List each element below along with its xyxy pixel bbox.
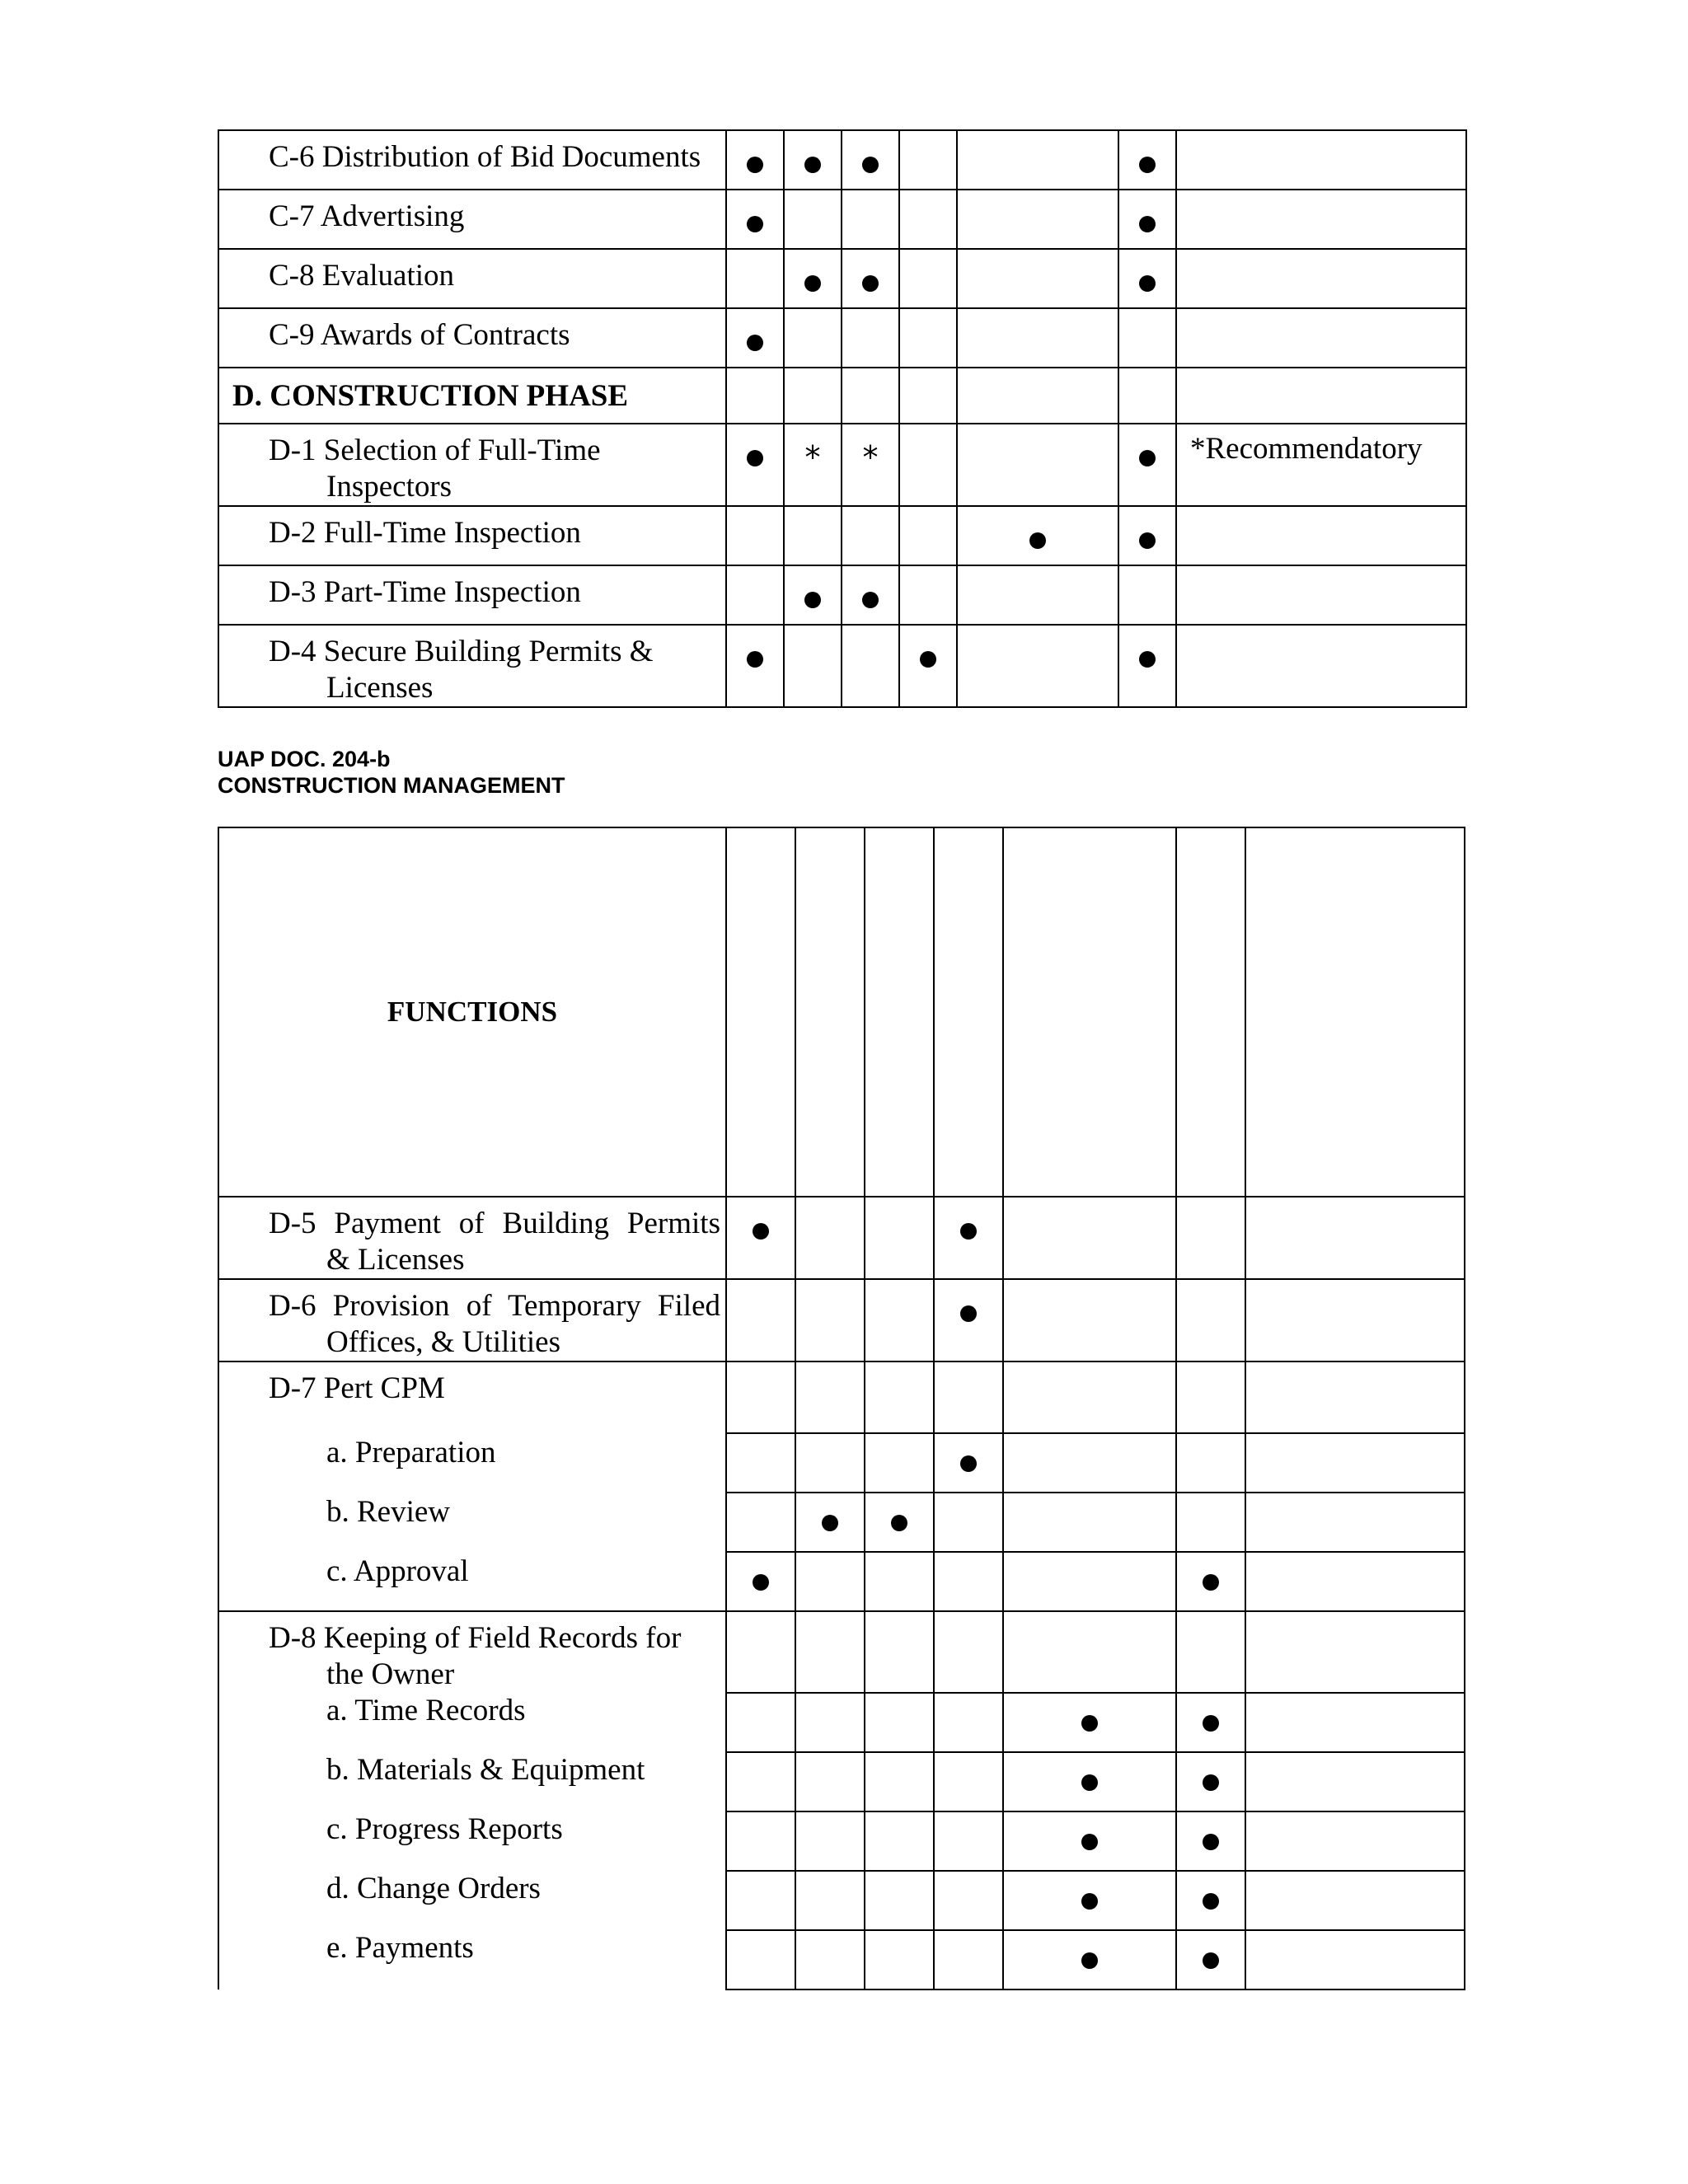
mark-cell — [957, 424, 1118, 506]
functions-table-top — [218, 129, 1467, 708]
d8-label-cont: the Owner — [326, 1657, 455, 1691]
table-row — [218, 1871, 1465, 1930]
remarks-col — [1245, 827, 1465, 1197]
function-sublabel — [218, 1811, 726, 1871]
d5-label-cont: & Licenses — [326, 1243, 465, 1277]
dot-icon — [753, 1574, 769, 1591]
mark-cell — [1118, 249, 1176, 308]
dot-icon — [1029, 532, 1046, 549]
mark-cell — [957, 368, 1118, 424]
mark-cell — [842, 249, 899, 308]
mark-cell — [726, 308, 784, 368]
d7c-label: c. Approval — [326, 1554, 469, 1588]
mark-cell — [1176, 1930, 1245, 1990]
table-row — [218, 625, 1466, 707]
mark-cell — [1118, 308, 1176, 368]
table-row — [218, 1930, 1465, 1990]
mark-cell — [784, 625, 842, 707]
remarks-cell — [1176, 190, 1466, 249]
function-label — [218, 130, 726, 190]
function-label — [218, 424, 726, 506]
function-sublabel — [218, 1752, 726, 1811]
doc-title: CONSTRUCTION MANAGEMENT — [218, 773, 565, 798]
table-row — [218, 130, 1466, 190]
function-label — [218, 249, 726, 308]
dot-icon — [960, 1223, 977, 1240]
function-sublabel — [218, 1871, 726, 1930]
function-label-cont: Inspectors — [326, 470, 452, 504]
mark-cell — [899, 625, 957, 707]
remarks-cell — [1176, 625, 1466, 707]
mark-cell — [726, 1552, 795, 1611]
dot-icon — [747, 450, 763, 466]
mark-cell — [899, 506, 957, 565]
mark-cell — [842, 565, 899, 625]
function-label — [218, 625, 726, 707]
dot-icon — [1203, 1774, 1219, 1791]
dot-icon — [1139, 275, 1156, 292]
mark-cell — [784, 308, 842, 368]
dot-icon — [1203, 1834, 1219, 1850]
mark-cell — [1118, 190, 1176, 249]
mark-cell — [1176, 1552, 1245, 1611]
table-row — [218, 1197, 1465, 1279]
dot-icon — [960, 1455, 977, 1472]
dot-icon — [747, 216, 763, 232]
d8e-label: e. Payments — [326, 1931, 474, 1965]
mark-cell — [726, 190, 784, 249]
dot-icon — [804, 275, 821, 292]
mark-cell — [1003, 1930, 1176, 1990]
table-row — [218, 506, 1466, 565]
table-row — [218, 1611, 1465, 1693]
role-col-1 — [726, 827, 795, 1197]
d8a-label: a. Time Records — [326, 1694, 526, 1727]
remarks-cell — [1176, 249, 1466, 308]
mark-cell — [842, 130, 899, 190]
mark-cell — [1118, 130, 1176, 190]
function-sublabel — [218, 1552, 726, 1611]
d8-label: D-8 Keeping of Field Records for — [269, 1621, 682, 1655]
function-sublabel — [218, 1493, 726, 1552]
dot-icon — [1139, 157, 1156, 173]
mark-cell — [726, 368, 784, 424]
d6-label: D-6 Provision of Temporary Filed — [269, 1289, 720, 1323]
dot-icon — [1203, 1952, 1219, 1969]
functions-table-bottom — [218, 827, 1465, 1990]
mark-cell — [784, 130, 842, 190]
remarks-cell — [1176, 506, 1466, 565]
mark-cell — [957, 249, 1118, 308]
mark-cell — [957, 625, 1118, 707]
mark-cell — [899, 308, 957, 368]
function-label-cont: Licenses — [326, 671, 434, 705]
function-label-text: C-7 Advertising — [269, 199, 465, 233]
table-row — [218, 1493, 1465, 1552]
mark-cell — [842, 424, 899, 506]
mark-cell — [957, 308, 1118, 368]
table-row — [218, 424, 1466, 506]
mark-cell — [726, 130, 784, 190]
table-row — [218, 249, 1466, 308]
mark-cell — [865, 1493, 934, 1552]
dot-icon — [804, 157, 821, 173]
mark-cell — [957, 565, 1118, 625]
function-label-text: D-4 Secure Building Permits & — [269, 635, 654, 668]
mark-cell — [1176, 1811, 1245, 1871]
mark-cell — [726, 1197, 795, 1279]
mark-cell — [784, 249, 842, 308]
mark-cell — [784, 506, 842, 565]
mark-cell — [1003, 1693, 1176, 1752]
table-bottom-body — [218, 827, 1465, 1990]
d6-label-cont: Offices, & Utilities — [326, 1325, 560, 1359]
dot-icon — [753, 1223, 769, 1240]
function-label — [218, 506, 726, 565]
dot-icon — [920, 651, 936, 668]
dot-icon — [747, 157, 763, 173]
asterisk-icon: * — [804, 439, 821, 476]
function-label-text: C-8 Evaluation — [269, 259, 455, 293]
mark-cell — [795, 1493, 865, 1552]
function-sublabel — [218, 1433, 726, 1493]
mark-cell — [842, 625, 899, 707]
dot-icon — [862, 275, 879, 292]
mark-cell — [726, 506, 784, 565]
mark-cell — [934, 1197, 1003, 1279]
d8b-label: b. Materials & Equipment — [326, 1753, 645, 1787]
table-header-row — [218, 827, 1465, 1197]
dot-icon — [960, 1305, 977, 1322]
dot-icon — [1139, 216, 1156, 232]
mark-cell — [1118, 565, 1176, 625]
mark-cell — [1003, 1811, 1176, 1871]
dot-icon — [822, 1515, 838, 1531]
dot-icon — [1081, 1893, 1098, 1910]
mark-cell — [842, 190, 899, 249]
mark-cell — [1118, 368, 1176, 424]
dot-icon — [1139, 450, 1156, 466]
function-label-text: D. CONSTRUCTION PHASE — [232, 379, 629, 413]
mark-cell — [899, 190, 957, 249]
function-label — [218, 1279, 726, 1361]
mark-cell — [1003, 1752, 1176, 1811]
dot-icon — [804, 592, 821, 608]
function-sublabel — [218, 1693, 726, 1752]
mark-cell — [1176, 1693, 1245, 1752]
mark-cell — [899, 565, 957, 625]
role-col-2 — [795, 827, 865, 1197]
remarks-cell — [1176, 368, 1466, 424]
table-row — [218, 1752, 1465, 1811]
mark-cell — [842, 368, 899, 424]
table-row — [218, 1693, 1465, 1752]
table-row — [218, 1433, 1465, 1493]
dot-icon — [747, 335, 763, 351]
table-top-body — [218, 130, 1466, 707]
function-sublabel — [218, 1930, 726, 1990]
table-row — [218, 565, 1466, 625]
function-label — [218, 1197, 726, 1279]
mark-cell — [726, 424, 784, 506]
dot-icon — [891, 1515, 907, 1531]
dot-icon — [747, 651, 763, 668]
mark-cell — [1118, 506, 1176, 565]
dot-icon — [862, 157, 879, 173]
mark-cell — [784, 368, 842, 424]
mark-cell — [899, 130, 957, 190]
table-row — [218, 308, 1466, 368]
remarks-cell — [1176, 308, 1466, 368]
dot-icon — [1081, 1834, 1098, 1850]
mark-cell — [784, 565, 842, 625]
mark-cell — [726, 625, 784, 707]
function-label: D-7 Pert CPM — [218, 1361, 726, 1433]
role-col-3 — [865, 827, 934, 1197]
role-col-4 — [934, 827, 1003, 1197]
table-row — [218, 190, 1466, 249]
mark-cell — [899, 368, 957, 424]
dot-icon — [1081, 1715, 1098, 1732]
mark-cell — [784, 190, 842, 249]
dot-icon — [1139, 651, 1156, 668]
functions-header: FUNCTIONS — [218, 827, 726, 1197]
function-label-text: C-9 Awards of Contracts — [269, 318, 570, 352]
dot-icon — [1203, 1715, 1219, 1732]
asterisk-icon: * — [862, 439, 879, 476]
dot-icon — [1139, 532, 1156, 549]
function-label — [218, 1611, 726, 1693]
function-label — [218, 190, 726, 249]
role-col-5 — [1003, 827, 1176, 1197]
mark-cell — [726, 249, 784, 308]
mark-cell — [899, 424, 957, 506]
mark-cell — [1176, 1871, 1245, 1930]
mark-cell — [726, 565, 784, 625]
section-heading — [218, 368, 726, 424]
mark-cell — [1118, 424, 1176, 506]
function-label-text: D-3 Part-Time Inspection — [269, 575, 581, 609]
doc-code: UAP DOC. 204-b — [218, 747, 391, 771]
d8c-label: c. Progress Reports — [326, 1812, 563, 1846]
role-col-6 — [1176, 827, 1245, 1197]
remarks-cell — [1176, 130, 1466, 190]
mark-cell — [842, 308, 899, 368]
mark-cell — [934, 1279, 1003, 1361]
function-label — [218, 308, 726, 368]
dot-icon — [1203, 1574, 1219, 1591]
mark-cell — [957, 506, 1118, 565]
table-row — [218, 1811, 1465, 1871]
mark-cell — [1176, 1752, 1245, 1811]
mark-cell — [957, 190, 1118, 249]
dot-icon — [862, 592, 879, 608]
mark-cell — [934, 1433, 1003, 1493]
remarks-cell — [1176, 565, 1466, 625]
d7b-label: b. Review — [326, 1495, 451, 1529]
d5-label: D-5 Payment of Building Permits — [269, 1207, 720, 1240]
dot-icon — [1081, 1774, 1098, 1791]
function-label-text: D-1 Selection of Full-Time — [269, 434, 601, 467]
mark-cell — [784, 424, 842, 506]
mark-cell — [1118, 625, 1176, 707]
d8d-label: d. Change Orders — [326, 1872, 541, 1905]
mark-cell — [957, 130, 1118, 190]
mark-cell — [842, 506, 899, 565]
mark-cell — [1003, 1871, 1176, 1930]
table-row — [218, 1552, 1465, 1611]
mark-cell — [899, 249, 957, 308]
d7a-label: a. Preparation — [326, 1436, 496, 1469]
table-row — [218, 368, 1466, 424]
remarks-cell: *Recommendatory — [1176, 424, 1466, 506]
dot-icon — [1081, 1952, 1098, 1969]
function-label-text: C-6 Distribution of Bid Documents — [269, 140, 701, 174]
table-row — [218, 1279, 1465, 1361]
dot-icon — [1203, 1893, 1219, 1910]
table-row — [218, 1361, 1465, 1433]
function-label — [218, 565, 726, 625]
function-label-text: D-2 Full-Time Inspection — [269, 516, 581, 550]
